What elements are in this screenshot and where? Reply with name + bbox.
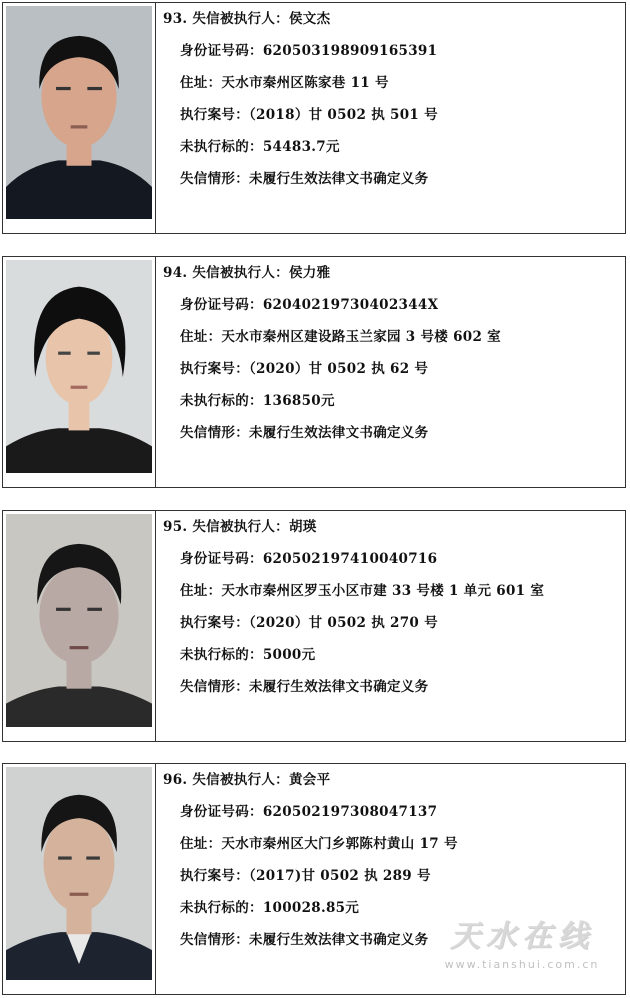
watermark-url: www.tianshui.com.cn: [444, 958, 600, 971]
case-number: 执行案号：（2017)甘 0502 执 289 号: [180, 868, 431, 884]
address: 住址：天水市秦州区建设路玉兰家园 3 号楼 602 室: [180, 329, 501, 345]
person-photo: [6, 767, 152, 980]
photo-cell: [3, 3, 156, 233]
photo-cell: [3, 511, 156, 741]
default-situation: 失信情形：未履行生效法律文书确定义务: [180, 171, 429, 187]
id-number: 身份证号码：620503198909165391: [180, 43, 438, 59]
case-number: 执行案号：（2018）甘 0502 执 501 号: [180, 107, 438, 123]
default-situation: 失信情形：未履行生效法律文书确定义务: [180, 425, 429, 441]
default-situation: 失信情形：未履行生效法律文书确定义务: [180, 679, 429, 695]
id-number: 身份证号码：620502197410040716: [180, 551, 438, 567]
photo-cell: [3, 764, 156, 994]
photo-cell: [3, 257, 156, 487]
record-title: 94. 失信被执行人：侯力雅: [163, 265, 331, 281]
case-number: 执行案号：（2020）甘 0502 执 62 号: [180, 361, 429, 377]
record-card: [2, 2, 626, 234]
record-card: [2, 763, 626, 995]
unexecuted-amount: 未执行标的：54483.7元: [180, 139, 340, 155]
address: 住址：天水市秦州区罗玉小区市建 33 号楼 1 单元 601 室: [180, 583, 545, 599]
id-number: 身份证号码：620502197308047137: [180, 804, 438, 820]
address: 住址：天水市秦州区大门乡郭陈村黄山 17 号: [180, 836, 458, 852]
person-photo: [6, 514, 152, 727]
unexecuted-amount: 未执行标的：100028.85元: [180, 900, 360, 916]
record-title: 96. 失信被执行人：黄会平: [163, 772, 331, 788]
record-info: [163, 265, 619, 457]
person-photo: [6, 260, 152, 473]
id-number: 身份证号码：62040219730402344X: [180, 297, 439, 313]
record-card: [2, 510, 626, 742]
watermark-logo: 天水在线: [450, 919, 594, 954]
record-info: [163, 11, 619, 203]
unexecuted-amount: 未执行标的：5000元: [180, 647, 316, 663]
address: 住址：天水市秦州区陈家巷 11 号: [180, 75, 389, 91]
case-number: 执行案号：（2020）甘 0502 执 270 号: [180, 615, 438, 631]
record-title: 93. 失信被执行人：侯文杰: [163, 11, 331, 27]
record-info: [163, 519, 619, 711]
unexecuted-amount: 未执行标的：136850元: [180, 393, 335, 409]
default-situation: 失信情形：未履行生效法律文书确定义务: [180, 932, 429, 948]
record-title: 95. 失信被执行人：胡瑛: [163, 519, 317, 535]
person-photo: [6, 6, 152, 219]
record-card: [2, 256, 626, 488]
site-watermark: [437, 916, 607, 986]
